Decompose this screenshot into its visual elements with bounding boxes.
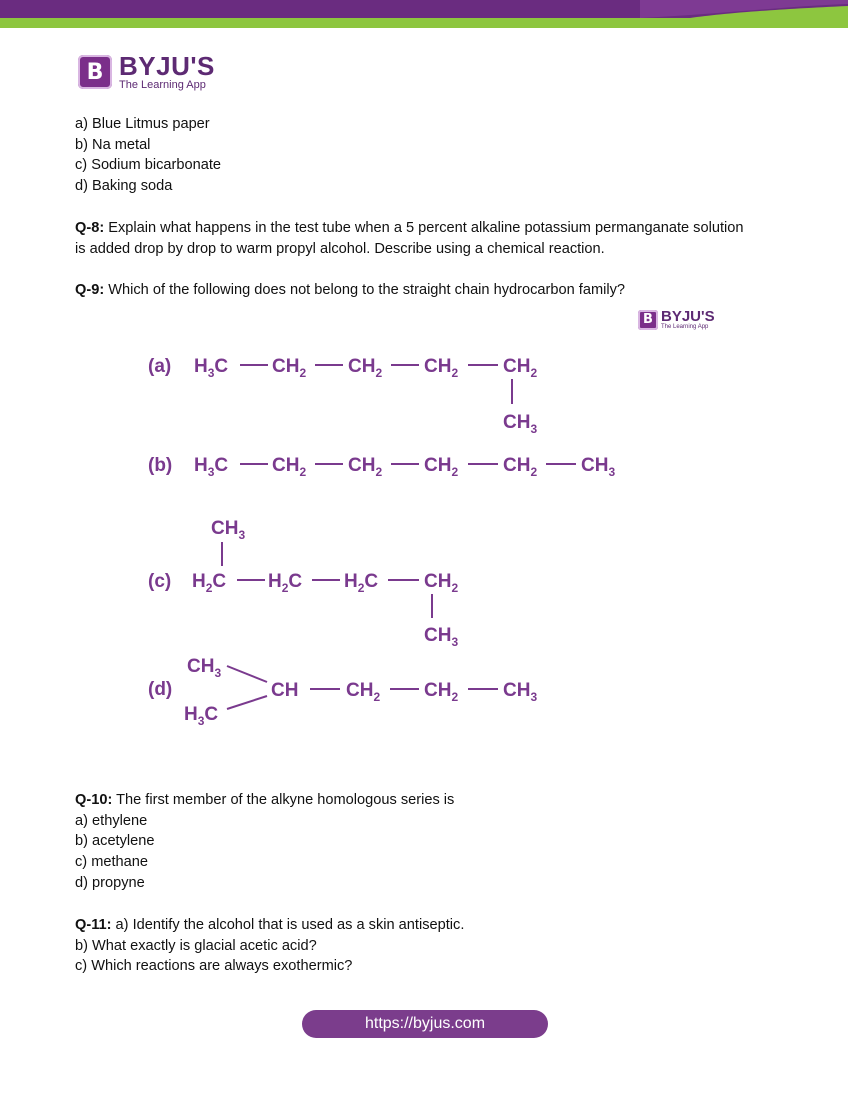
q11-text-1: a) Identify the alcohol that is used as a skin antiseptic. <box>111 917 465 933</box>
svg-text:CH3: $CH_3$ <box>581 455 616 479</box>
label-d: (d) <box>148 679 173 700</box>
logo-tagline-small: The Learning App <box>661 324 709 330</box>
question-10 <box>75 790 454 894</box>
svg-text:H2C: $H_2C$ <box>192 571 227 595</box>
logo-mark-small: B <box>638 310 658 330</box>
option-a: a) Blue Litmus paper <box>75 116 210 132</box>
q9-label: Q-9: <box>75 282 105 298</box>
q10-option-a: a) ethylene <box>75 812 148 829</box>
logo-mark: B <box>78 55 112 89</box>
option-d: d) Baking soda <box>75 178 173 195</box>
logo-tagline: The Learning App <box>119 79 206 91</box>
question-8 <box>75 218 743 259</box>
label-a: (a) <box>148 356 172 377</box>
svg-text:H3C: $H_3C$ <box>184 704 219 728</box>
q11-label: Q-11: <box>75 917 112 933</box>
hydrocarbon-structures-figure <box>0 330 848 760</box>
question-11 <box>75 915 464 977</box>
q7-options <box>75 114 221 197</box>
q8-text-1: Explain what happens in the test tube when a 5 percent alkaline potassium permanganate solution <box>104 220 744 236</box>
label-c: (c) <box>148 571 172 592</box>
svg-text:CH3: $CH_3$ <box>211 518 246 542</box>
svg-text:H3C: $H_3C$ <box>194 356 229 380</box>
svg-text:CH2: $CH_2$ <box>503 455 538 479</box>
q11-text-2: b) What exactly is glacial acetic acid? <box>75 937 317 954</box>
svg-text:CH2: $CH_2$ <box>348 455 383 479</box>
svg-text:CH2: $CH_2$ <box>424 571 459 595</box>
svg-text:H3C: $H_3C$ <box>194 455 229 479</box>
svg-text:CH2: $CH_2$ <box>272 356 307 380</box>
logo-name-small: BYJU'S <box>661 308 715 325</box>
svg-text:CH2: $CH_2$ <box>346 680 381 704</box>
q8-label: Q-8: <box>75 220 105 236</box>
svg-text:CH: CH <box>271 680 299 701</box>
option-b: b) Na metal <box>75 136 151 153</box>
footer-url-link[interactable]: https://byjus.com <box>302 1010 548 1038</box>
svg-text:CH2: $CH_2$ <box>272 455 307 479</box>
svg-text:CH2: $CH_2$ <box>503 356 538 380</box>
q10-text: The first member of the alkyne homologous series is <box>112 792 455 808</box>
svg-text:CH2: $CH_2$ <box>424 356 459 380</box>
svg-text:CH2: $CH_2$ <box>424 455 459 479</box>
byjus-logo-small <box>638 309 715 330</box>
svg-text:CH3: $CH_3$ <box>503 412 538 436</box>
question-9 <box>75 280 625 301</box>
q11-text-3: c) Which reactions are always exothermic? <box>75 958 353 975</box>
header-band <box>0 0 848 32</box>
svg-text:CH3: $CH_3$ <box>503 680 538 704</box>
q10-option-d: d) propyne <box>75 874 145 891</box>
q10-option-c: c) methane <box>75 854 149 871</box>
label-b: (b) <box>148 455 173 476</box>
q8-text-2: is added drop by drop to warm propyl alcohol. Describe using a chemical reaction. <box>75 240 605 257</box>
q10-option-b: b) acetylene <box>75 833 155 850</box>
svg-text:CH3: $CH_3$ <box>424 625 459 649</box>
svg-text:CH2: $CH_2$ <box>348 356 383 380</box>
q10-label: Q-10: <box>75 792 113 808</box>
svg-text:H2C: $H_2C$ <box>344 571 379 595</box>
byjus-logo <box>78 53 215 91</box>
svg-text:CH2: $CH_2$ <box>424 680 459 704</box>
logo-name: BYJU'S <box>119 51 215 81</box>
q9-text: Which of the following does not belong to the straight chain hydrocarbon family? <box>104 282 626 298</box>
option-c: c) Sodium bicarbonate <box>75 157 222 174</box>
svg-text:H2C: $H_2C$ <box>268 571 303 595</box>
svg-text:CH3: $CH_3$ <box>187 656 222 680</box>
